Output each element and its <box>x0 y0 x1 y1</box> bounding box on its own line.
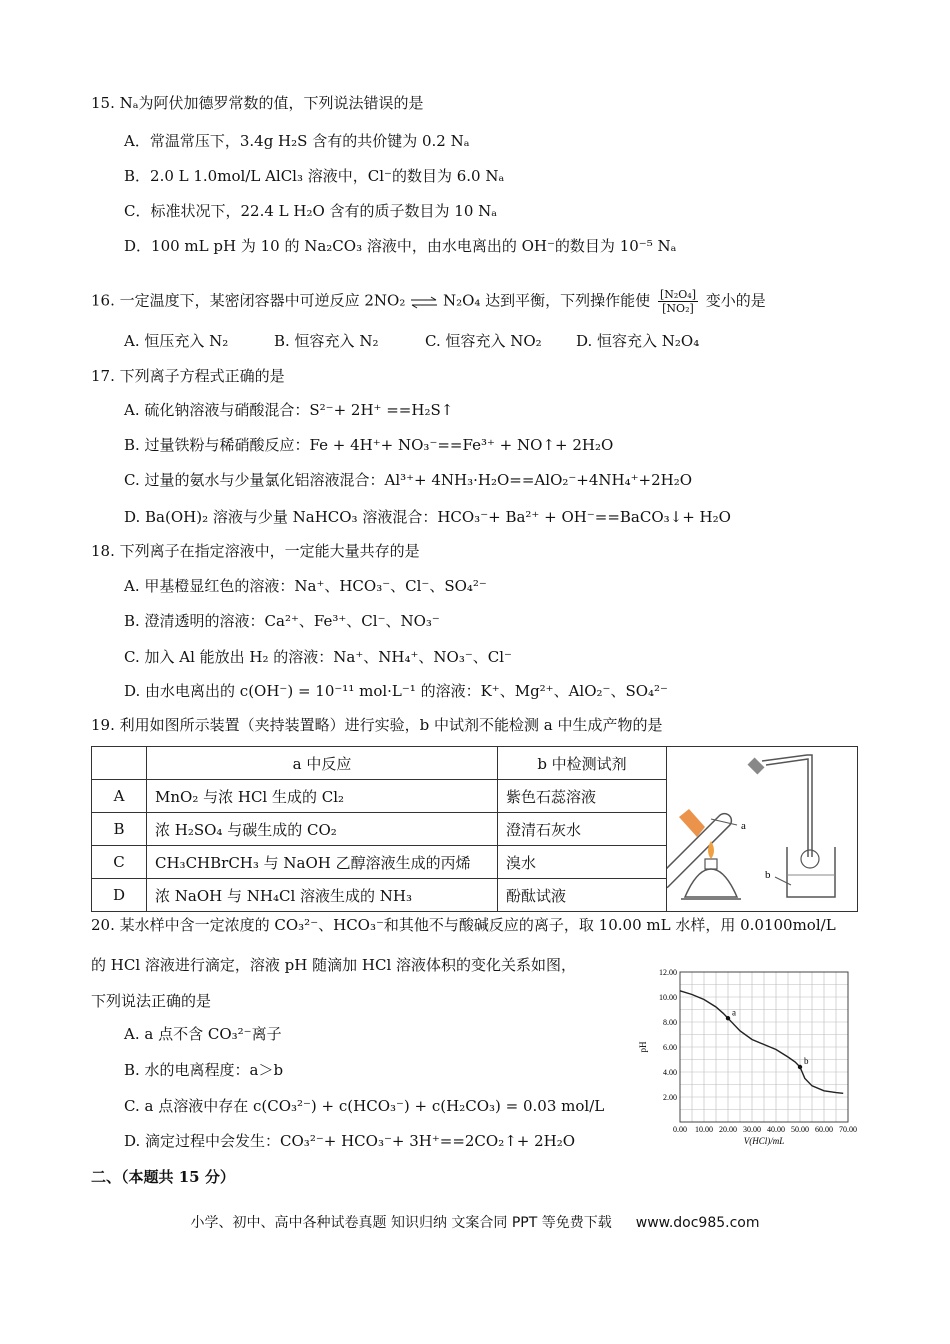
section-2-heading: 二、（本题共 15 分） <box>91 1168 235 1186</box>
label-a: a <box>741 820 746 832</box>
q15-option-a: A．常温常压下，3.4g H₂S 含有的共价键为 0.2 Nₐ <box>124 132 470 150</box>
header-b-reagent: b 中检测试剂 <box>498 747 667 780</box>
ph-curve <box>680 991 843 1094</box>
row-a: CH₃CHBrCH₃ 与 NaOH 乙醇溶液生成的丙烯 <box>147 846 498 879</box>
row-key: B <box>92 813 147 846</box>
q19-table <box>91 746 858 912</box>
y-tick-label: 10.00 <box>659 993 677 1002</box>
q17-option-c: C. 过量的氨水与少量氯化铝溶液混合：Al³⁺+ 4NH₃·H₂O==AlO₂⁻+4NH₄⁺+2H₂O <box>124 471 693 489</box>
x-tick-label: 20.00 <box>719 1125 737 1134</box>
page-footer <box>0 1212 950 1232</box>
q17-option-d: D. Ba(OH)₂ 溶液与少量 NaHCO₃ 溶液混合：HCO₃⁻+ Ba²⁺ + OH⁻==BaCO₃↓+ H₂O <box>124 508 731 526</box>
point-label-a: a <box>732 1007 736 1018</box>
apparatus-diagram <box>667 747 857 907</box>
x-tick-label: 10.00 <box>695 1125 713 1134</box>
row-key: A <box>92 780 147 813</box>
y-tick-label: 12.00 <box>659 968 677 977</box>
header-a-reaction: a 中反应 <box>147 747 498 780</box>
x-axis-label: V(HCl)/mL <box>743 1136 785 1146</box>
q18-option-b: B. 澄清透明的溶液：Ca²⁺、Fe³⁺、Cl⁻、NO₃⁻ <box>124 612 440 630</box>
q20-option-b: B. 水的电离程度：a＞b <box>124 1061 284 1079</box>
q20-option-a: A. a 点不含 CO₃²⁻离子 <box>124 1025 282 1043</box>
q17-option-a: A. 硫化钠溶液与硝酸混合：S²⁻+ 2H⁺ ==H₂S↑ <box>124 401 454 419</box>
y-tick-label: 2.00 <box>663 1093 677 1102</box>
q18-stem: 18. 下列离子在指定溶液中，一定能大量共存的是 <box>91 542 420 560</box>
q20-option-c: C. a 点溶液中存在 c(CO₃²⁻) + c(HCO₃⁻) + c(H₂CO₃) = 0.03 mol/L <box>124 1097 605 1115</box>
q16-stem <box>91 288 766 315</box>
row-key: C <box>92 846 147 879</box>
footer-url[interactable]: www.doc985.com <box>635 1215 760 1231</box>
x-tick-label: 30.00 <box>743 1125 761 1134</box>
q19-stem: 19. 利用如图所示装置（夹持装置略）进行实验，b 中试剂不能检测 a 中生成产物的是 <box>91 716 663 734</box>
ratio-numerator: [N₂O₄] <box>659 288 696 301</box>
q17-stem: 17. 下列离子方程式正确的是 <box>91 367 285 385</box>
q20-stem-line3: 下列说法正确的是 <box>91 992 212 1010</box>
q20-stem-line1: 20. 某水样中含一定浓度的 CO₃²⁻、HCO₃⁻和其他不与酸碱反应的离子，取 10.00 mL 水样，用 0.0100mol/L <box>91 916 836 934</box>
header-key <box>92 747 147 780</box>
q20-option-d: D. 滴定过程中会发生：CO₃²⁻+ HCO₃⁻+ 3H⁺==2CO₂↑+ 2H₂O <box>124 1132 576 1150</box>
point-label-b: b <box>804 1056 809 1066</box>
q16-stem-a: 16. 一定温度下，某密闭容器中可逆反应 2NO₂ <box>91 291 406 310</box>
y-tick-label: 4.00 <box>663 1068 677 1077</box>
row-b: 澄清石灰水 <box>498 813 667 846</box>
q18-option-d: D. 由水电离出的 c(OH⁻) = 10⁻¹¹ mol·L⁻¹ 的溶液：K⁺、Mg²⁺、AlO₂⁻、SO₄²⁻ <box>124 682 668 700</box>
x-tick-label: 70.00 <box>839 1125 857 1134</box>
row-b: 溴水 <box>498 846 667 879</box>
footer-text: 小学、初中、高中各种试卷真题 知识归纳 文案合同 PPT 等免费下载 <box>190 1215 612 1231</box>
q15-stem: 15. Nₐ为阿伏加德罗常数的值，下列说法错误的是 <box>91 94 424 112</box>
y-axis-label: pH <box>638 1041 648 1053</box>
q15-option-c: C．标准状况下，22.4 L H₂O 含有的质子数目为 10 Nₐ <box>124 202 498 220</box>
x-tick-label: 60.00 <box>815 1125 833 1134</box>
apparatus-cell <box>667 747 858 912</box>
q16-stem-b: N₂O₄ 达到平衡，下列操作能使 <box>442 291 651 310</box>
row-key: D <box>92 879 147 912</box>
q17-option-b: B. 过量铁粉与稀硝酸反应：Fe + 4H⁺+ NO₃⁻==Fe³⁺ + NO↑+ 2H₂O <box>124 436 614 454</box>
row-a: 浓 NaOH 与 NH₄Cl 溶液生成的 NH₃ <box>147 879 498 912</box>
beaker-icon <box>787 847 835 897</box>
q16-option-a: A. 恒压充入 N₂ <box>124 332 229 350</box>
point-b <box>798 1065 802 1069</box>
q16-option-d: D. 恒容充入 N₂O₄ <box>576 332 700 350</box>
titration-ph-chart <box>630 962 860 1150</box>
row-b: 紫色石蕊溶液 <box>498 780 667 813</box>
q20-stem-line2: 的 HCl 溶液进行滴定，溶液 pH 随滴加 HCl 溶液体积的变化关系如图， <box>91 956 577 974</box>
q16-option-c: C. 恒容充入 NO₂ <box>425 332 542 350</box>
row-a: 浓 H₂SO₄ 与碳生成的 CO₂ <box>147 813 498 846</box>
q18-option-c: C. 加入 Al 能放出 H₂ 的溶液：Na⁺、NH₄⁺、NO₃⁻、Cl⁻ <box>124 648 512 666</box>
test-tube-icon <box>667 758 764 892</box>
y-tick-label: 8.00 <box>663 1018 677 1027</box>
q16-stem-c: 变小的是 <box>705 291 766 310</box>
row-b: 酚酞试液 <box>498 879 667 912</box>
q16-option-b: B. 恒容充入 N₂ <box>274 332 379 350</box>
x-tick-label: 0.00 <box>673 1125 687 1134</box>
row-a: MnO₂ 与浓 HCl 生成的 Cl₂ <box>147 780 498 813</box>
x-tick-label: 40.00 <box>767 1125 785 1134</box>
x-tick-label: 50.00 <box>791 1125 809 1134</box>
alcohol-burner-icon <box>681 841 741 899</box>
q15-option-b: B．2.0 L 1.0mol/L AlCl₃ 溶液中，Cl⁻的数目为 6.0 Nₐ <box>124 167 505 185</box>
y-tick-label: 6.00 <box>663 1043 677 1052</box>
concentration-ratio <box>658 288 698 315</box>
table-header-row <box>92 747 858 780</box>
point-a <box>726 1016 730 1020</box>
q18-option-a: A. 甲基橙显红色的溶液：Na⁺、HCO₃⁻、Cl⁻、SO₄²⁻ <box>124 577 487 595</box>
equilibrium-arrow-icon <box>410 295 438 309</box>
label-b: b <box>765 869 771 881</box>
q15-option-d: D．100 mL pH 为 10 的 Na₂CO₃ 溶液中，由水电离出的 OH⁻的数目为 10⁻⁵ Nₐ <box>124 237 677 255</box>
ratio-denominator: [NO₂] <box>662 302 694 315</box>
